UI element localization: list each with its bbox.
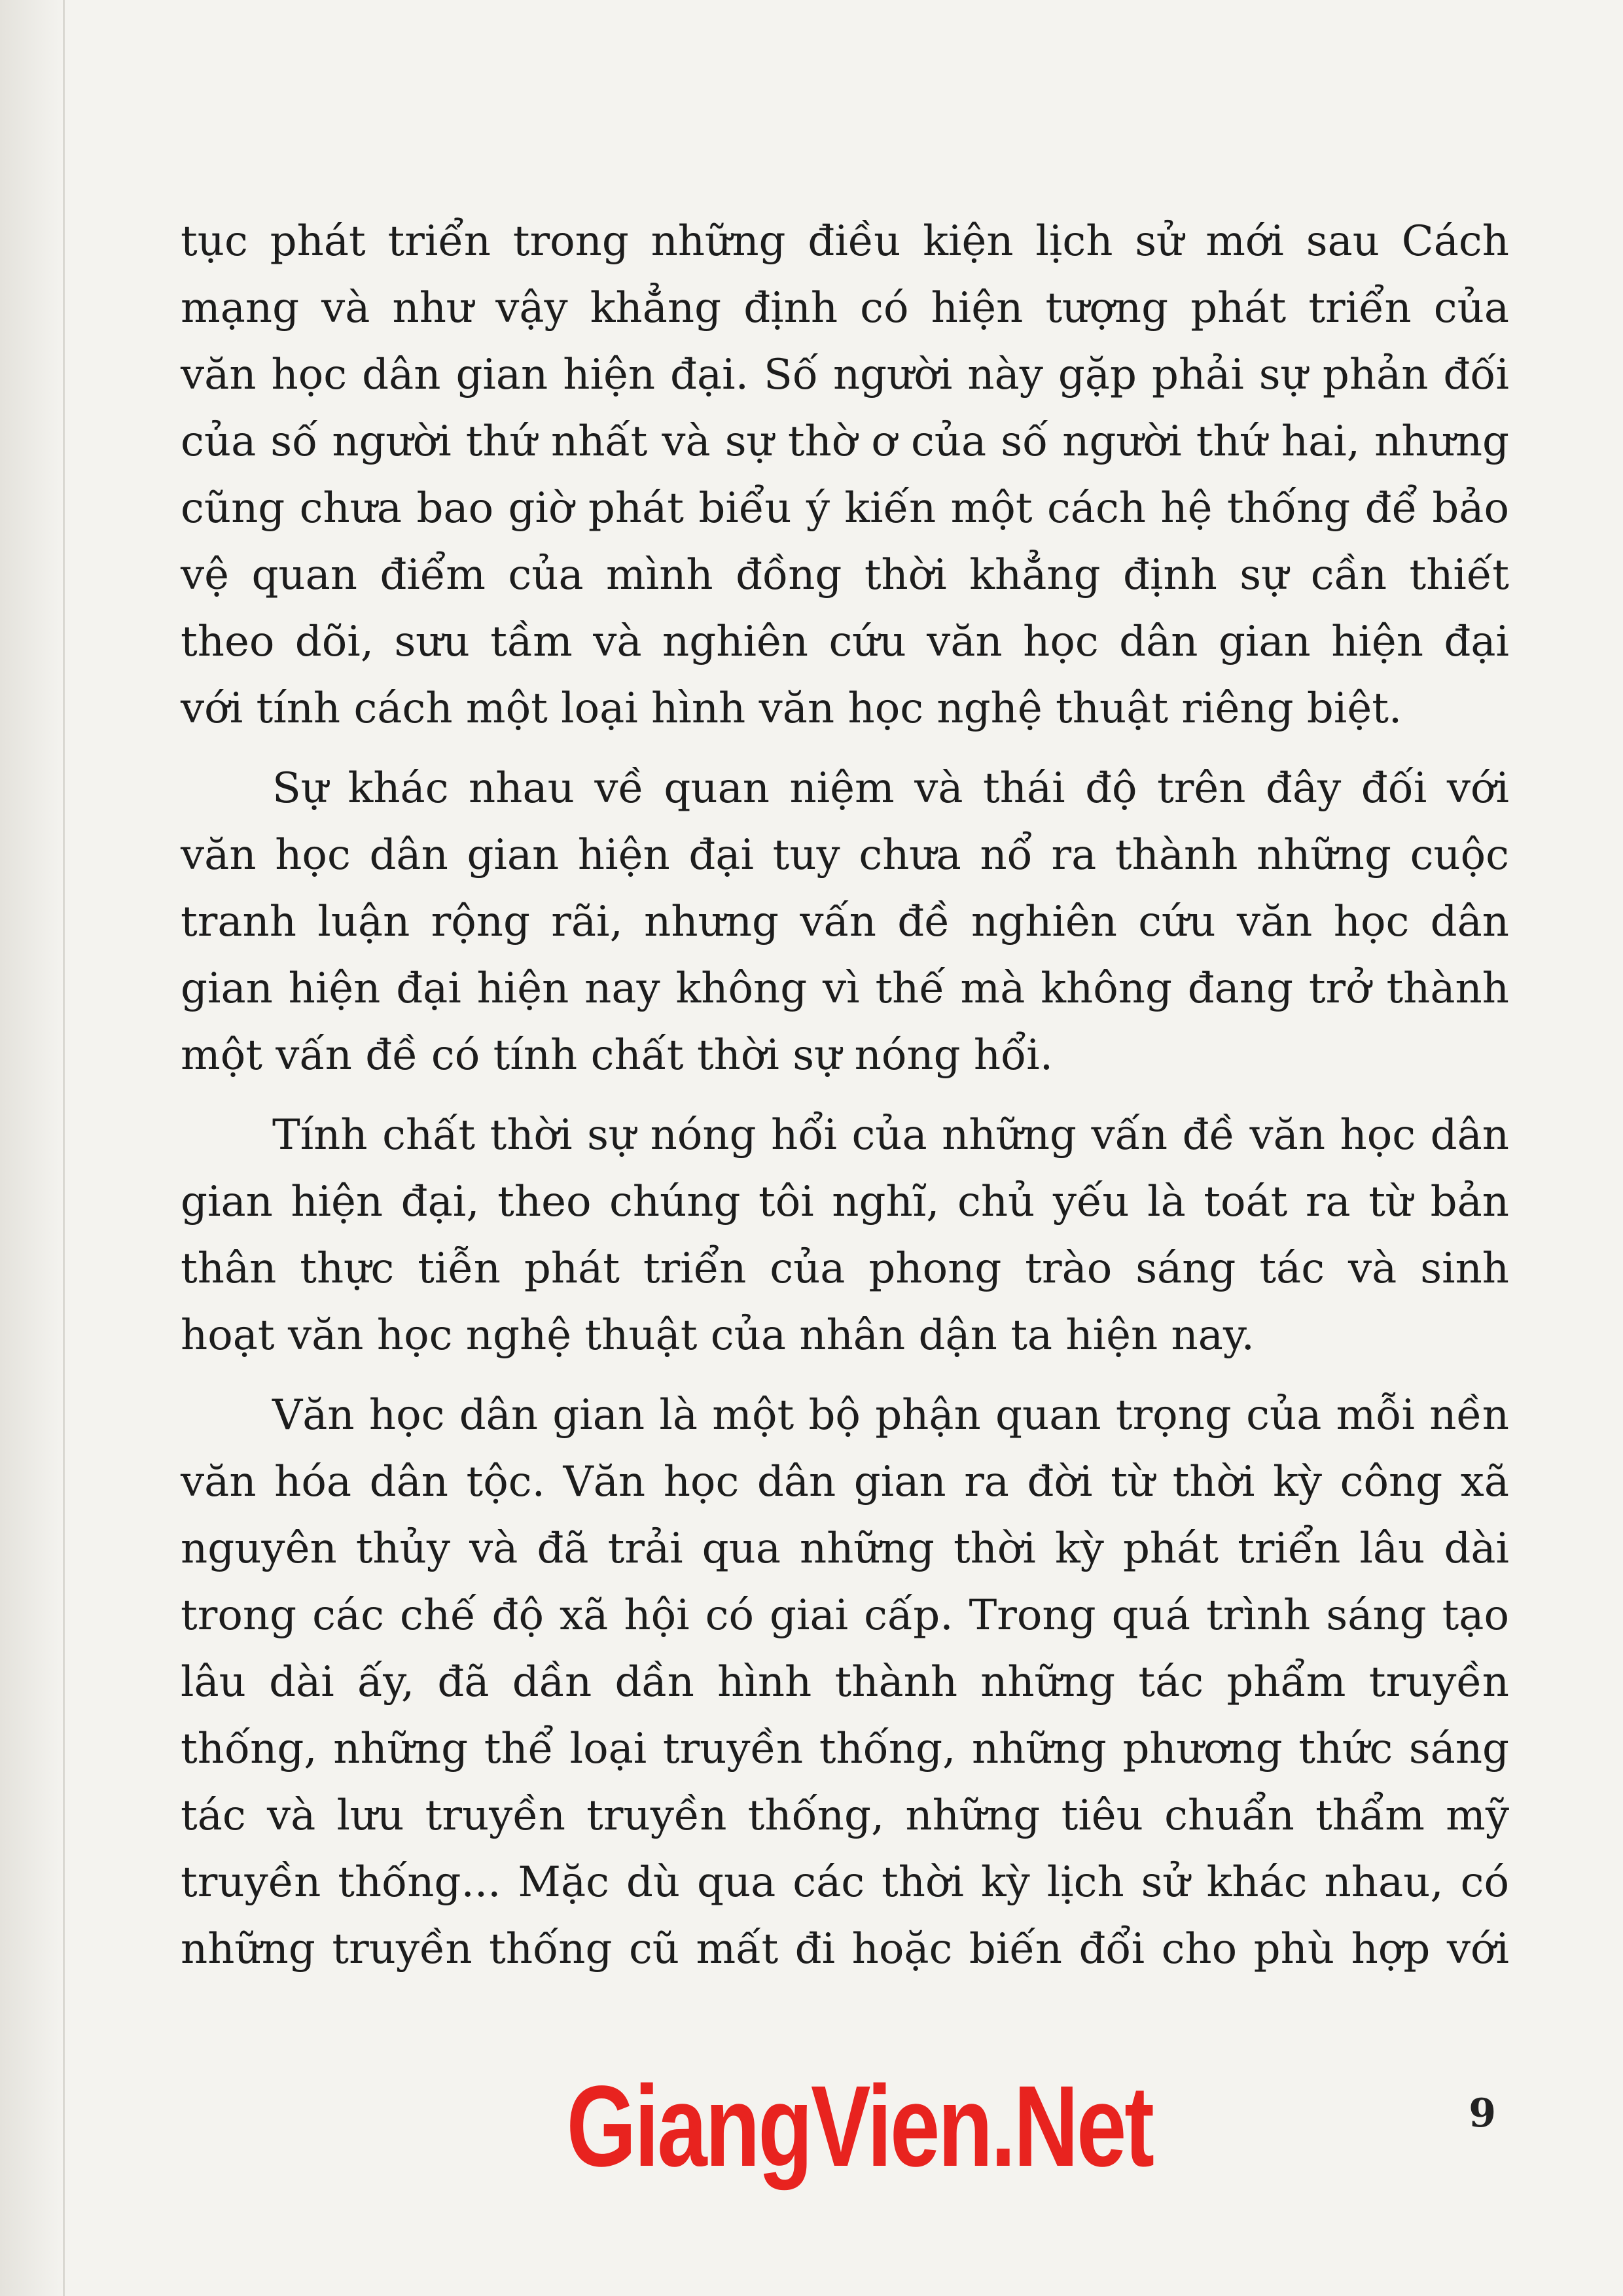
text-line: tranh luận rộng rãi, nhưng vấn đề nghiên cứu văn học dân (181, 898, 1509, 946)
text-line: những truyền thống cũ mất đi hoặc biến đổi cho phù hợp với (181, 1925, 1509, 1973)
text-line: văn học dân gian hiện đại. Số người này gặp phải sự phản đối (181, 351, 1509, 399)
text-line: Tính chất thời sự nóng hổi của những vấn đề văn học dân (272, 1111, 1509, 1159)
text-line: hoạt văn học nghệ thuật của nhân dận ta hiện nay. (181, 1311, 1255, 1360)
text-line: nguyên thủy và đã trải qua những thời kỳ phát triển lâu dài (181, 1525, 1509, 1573)
text-line: lâu dài ấy, đã dần dần hình thành những tác phẩm truyền (181, 1658, 1509, 1706)
text-line: văn hóa dân tộc. Văn học dân gian ra đời từ thời kỳ công xã (181, 1458, 1509, 1506)
text-line: tục phát triển trong những điều kiện lịch sử mới sau Cách (181, 217, 1509, 266)
text-line: Văn học dân gian là một bộ phận quan trọng của mỗi nền (272, 1391, 1509, 1439)
text-line: tác và lưu truyền truyền thống, những tiêu chuẩn thẩm mỹ (181, 1792, 1509, 1840)
page-edge-line (63, 0, 65, 2296)
text-line: thống, những thể loại truyền thống, những phương thức sáng (181, 1725, 1509, 1773)
text-line: gian hiện đại, theo chúng tôi nghĩ, chủ yếu là toát ra từ bản (181, 1178, 1509, 1226)
text-line: theo dõi, sưu tầm và nghiên cứu văn học dân gian hiện đại (181, 618, 1509, 666)
page-number: 9 (1469, 2091, 1496, 2136)
text-line: Sự khác nhau về quan niệm và thái độ trên đây đối với (272, 764, 1509, 813)
text-line: với tính cách một loại hình văn học nghệ thuật riêng biệt. (181, 684, 1402, 733)
text-line: cũng chưa bao giờ phát biểu ý kiến một cách hệ thống để bảo (181, 484, 1509, 533)
text-line: trong các chế độ xã hội có giai cấp. Trong quá trình sáng tạo (181, 1591, 1509, 1640)
body-text (181, 208, 1509, 1983)
paragraph-4 (181, 1382, 1509, 1983)
text-line: văn học dân gian hiện đại tuy chưa nổ ra thành những cuộc (181, 831, 1509, 879)
text-line: một vấn đề có tính chất thời sự nóng hổi. (181, 1031, 1054, 1080)
text-line: vệ quan điểm của mình đồng thời khẳng định sự cần thiết (181, 551, 1509, 599)
text-line: của số người thứ nhất và sự thờ ơ của số người thứ hai, nhưng (181, 417, 1509, 466)
text-line: thân thực tiễn phát triển của phong trào sáng tác và sinh (181, 1245, 1509, 1293)
watermark-logo: GiangVien.Net (566, 2062, 1152, 2191)
page-gutter-shadow (0, 0, 63, 2296)
text-line: truyền thống... Mặc dù qua các thời kỳ lịch sử khác nhau, có (181, 1858, 1509, 1907)
text-line: gian hiện đại hiện nay không vì thế mà không đang trở thành (181, 964, 1509, 1013)
text-line: mạng và như vậy khẳng định có hiện tượng phát triển của (181, 284, 1509, 332)
paragraph-2 (181, 755, 1509, 1089)
paragraph-1 (181, 208, 1509, 742)
paragraph-3 (181, 1102, 1509, 1369)
